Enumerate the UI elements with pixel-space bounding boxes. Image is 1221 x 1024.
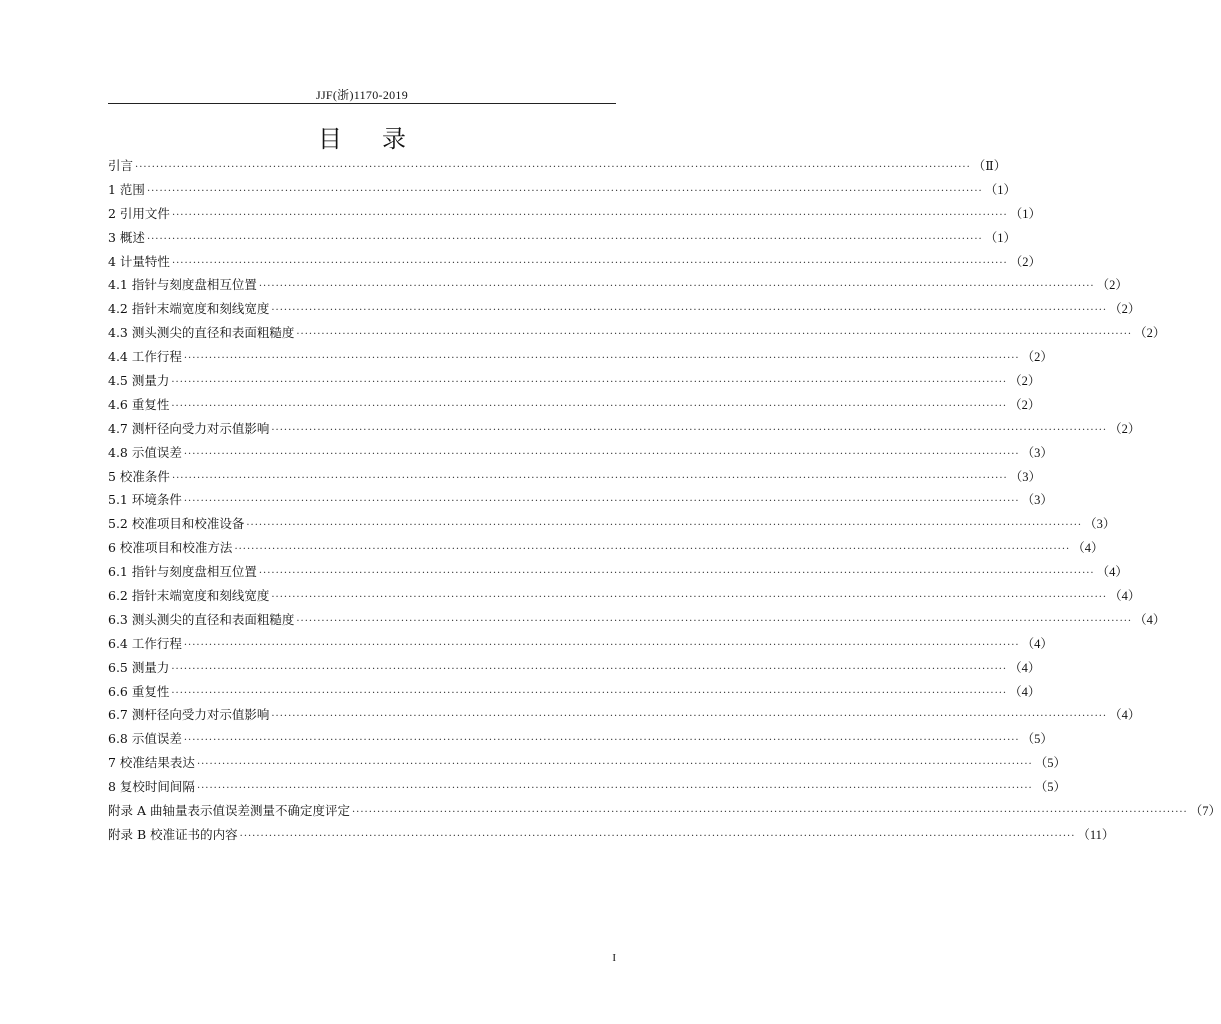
toc-leader-dots: ········································································································································································································	[135, 162, 971, 173]
toc-entry	[108, 538, 1104, 562]
toc-entry-label: 4.4 工作行程	[108, 349, 182, 365]
toc-entry-page: （5）	[1034, 756, 1066, 771]
toc-leader-dots: ········································································································································································································	[258, 568, 1095, 580]
toc-leader-dots: ········································································································································································································	[234, 544, 1071, 556]
toc-leader-dots: ········································································································································································································	[271, 424, 1108, 436]
toc-leader-dots: ········································································································································································································	[296, 615, 1133, 627]
toc-entry	[108, 156, 1007, 180]
toc-entry	[108, 467, 1041, 491]
toc-entry-label: 附录 B 校准证书的内容	[108, 826, 238, 842]
toc-leader-dots: ········································································································································································································	[239, 830, 1076, 842]
toc-entry-label: 6.5 测量力	[108, 659, 170, 675]
toc-entry	[108, 299, 1141, 323]
toc-entry-label: 4.7 测杆径向受力对示值影响	[108, 420, 270, 436]
toc-leader-dots: ········································································································································································································	[271, 711, 1108, 723]
toc-leader-dots: ········································································································································································································	[271, 305, 1108, 317]
toc-entry-page: （2）	[1009, 374, 1041, 389]
toc-entry-label: 6.2 指针末端宽度和刻线宽度	[108, 588, 270, 604]
toc-entry	[108, 180, 1016, 204]
toc-entry-label: 6.7 测杆径向受力对示值影响	[108, 707, 270, 723]
toc-entry	[108, 705, 1141, 729]
toc-entry-page: （3）	[1084, 517, 1116, 532]
page-header-code: JJF(浙)1170-2019	[315, 88, 409, 102]
toc-entry-page: （1）	[984, 230, 1016, 245]
toc-entry	[108, 514, 1116, 538]
toc-entry-page: （2）	[1009, 397, 1041, 412]
toc-entry	[108, 371, 1041, 395]
toc-entry-page: （2）	[1134, 326, 1166, 341]
toc-entry	[108, 252, 1041, 276]
toc-entry-page: （2）	[1109, 421, 1141, 436]
toc-entry-label: 1 范围	[108, 181, 145, 197]
toc-leader-dots: ········································································································································································································	[183, 639, 1020, 651]
toc-entry	[108, 204, 1041, 228]
page-number: I	[612, 952, 616, 964]
toc-entry-label: 4.2 指针末端宽度和刻线宽度	[108, 301, 270, 317]
table-of-contents	[108, 156, 1221, 849]
toc-entry-label: 6.8 示值误差	[108, 731, 182, 747]
toc-entry-page: （4）	[1009, 660, 1041, 675]
toc-entry	[108, 634, 1053, 658]
toc-leader-dots: ········································································································································································································	[183, 448, 1020, 460]
toc-leader-dots: ········································································································································································································	[171, 663, 1008, 675]
toc-entry	[108, 610, 1166, 634]
toc-entry	[108, 586, 1141, 610]
toc-entry-label: 6.6 重复性	[108, 683, 170, 699]
toc-entry-page: （2）	[1109, 302, 1141, 317]
toc-entry-page: （4）	[1072, 541, 1104, 556]
toc-entry-page: （4）	[1109, 708, 1141, 723]
toc-entry-label: 6.1 指针与刻度盘相互位置	[108, 564, 257, 580]
toc-leader-dots: ········································································································································································································	[183, 353, 1020, 365]
toc-entry	[108, 323, 1166, 347]
toc-entry	[108, 347, 1053, 371]
toc-entry-label: 5 校准条件	[108, 468, 170, 484]
toc-entry-label: 附录 A 曲轴量表示值误差测量不确定度评定	[108, 803, 350, 819]
toc-entry-page: （3）	[1021, 445, 1053, 460]
toc-entry-label: 6.3 测头测尖的直径和表面粗糙度	[108, 611, 295, 627]
toc-entry	[108, 443, 1053, 467]
toc-entry-label: 5.1 环境条件	[108, 492, 182, 508]
toc-entry-page: （4）	[1096, 565, 1128, 580]
toc-leader-dots: ········································································································································································································	[351, 807, 1188, 819]
toc-entry-label: 6.4 工作行程	[108, 635, 182, 651]
toc-entry	[108, 490, 1053, 514]
toc-entry	[108, 682, 1041, 706]
toc-entry-page: （2）	[1021, 350, 1053, 365]
toc-entry-page: （2）	[1009, 254, 1041, 269]
toc-leader-dots: ········································································································································································································	[183, 496, 1020, 508]
toc-entry	[108, 228, 1016, 252]
toc-entry	[108, 729, 1053, 753]
toc-leader-dots: ········································································································································································································	[171, 257, 1008, 269]
toc-entry-page: （4）	[1009, 684, 1041, 699]
toc-entry-page: （4）	[1109, 589, 1141, 604]
toc-entry-label: 4.1 指针与刻度盘相互位置	[108, 277, 257, 293]
toc-entry-page: （7）	[1189, 804, 1221, 819]
toc-leader-dots: ········································································································································································································	[171, 400, 1008, 412]
toc-entry	[108, 777, 1066, 801]
toc-entry-label: 5.2 校准项目和校准设备	[108, 516, 245, 532]
toc-entry-page: （2）	[1096, 278, 1128, 293]
toc-entry-page: （1）	[984, 182, 1016, 197]
toc-entry-label: 4 计量特性	[108, 253, 170, 269]
header-rule	[108, 103, 616, 104]
toc-entry-page: （5）	[1034, 780, 1066, 795]
toc-entry	[108, 419, 1141, 443]
toc-leader-dots: ········································································································································································································	[296, 329, 1133, 341]
toc-entry-page: （11）	[1077, 827, 1115, 842]
toc-entry	[108, 562, 1128, 586]
page-title: 目录	[318, 125, 446, 153]
toc-leader-dots: ········································································································································································································	[146, 185, 983, 197]
toc-leader-dots: ········································································································································································································	[171, 377, 1008, 389]
toc-entry	[108, 801, 1221, 825]
toc-entry	[108, 658, 1041, 682]
toc-leader-dots: ········································································································································································································	[171, 687, 1008, 699]
toc-entry-label: 4.3 测头测尖的直径和表面粗糙度	[108, 325, 295, 341]
toc-entry-label: 6 校准项目和校准方法	[108, 540, 233, 556]
toc-entry	[108, 395, 1041, 419]
toc-entry-page: （4）	[1134, 612, 1166, 627]
toc-entry-page: （5）	[1021, 732, 1053, 747]
toc-entry-label: 4.8 示值误差	[108, 444, 182, 460]
toc-leader-dots: ········································································································································································································	[271, 592, 1108, 604]
toc-entry	[108, 275, 1128, 299]
toc-leader-dots: ········································································································································································································	[171, 209, 1008, 221]
toc-entry-label: 8 复校时间间隔	[108, 779, 195, 795]
toc-entry-label: 7 校准结果表达	[108, 755, 195, 771]
toc-entry-page: （3）	[1009, 469, 1041, 484]
toc-entry-page: （4）	[1021, 636, 1053, 651]
toc-entry	[108, 825, 1115, 849]
toc-entry-label: 4.5 测量力	[108, 373, 170, 389]
toc-leader-dots: ········································································································································································································	[258, 281, 1095, 293]
toc-leader-dots: ········································································································································································································	[183, 735, 1020, 747]
toc-entry-label: 3 概述	[108, 229, 145, 245]
toc-leader-dots: ········································································································································································································	[146, 233, 983, 245]
toc-entry-page: （1）	[1009, 206, 1041, 221]
toc-entry-label: 4.6 重复性	[108, 396, 170, 412]
toc-leader-dots: ········································································································································································································	[196, 783, 1033, 795]
toc-entry-page: （3）	[1021, 493, 1053, 508]
toc-leader-dots: ········································································································································································································	[246, 520, 1083, 532]
toc-leader-dots: ········································································································································································································	[196, 759, 1033, 771]
toc-entry-label: 2 引用文件	[108, 205, 170, 221]
toc-entry	[108, 753, 1066, 777]
toc-entry-page: （Ⅱ）	[972, 159, 1007, 173]
toc-entry-label: 引言	[108, 158, 134, 173]
toc-leader-dots: ········································································································································································································	[171, 472, 1008, 484]
